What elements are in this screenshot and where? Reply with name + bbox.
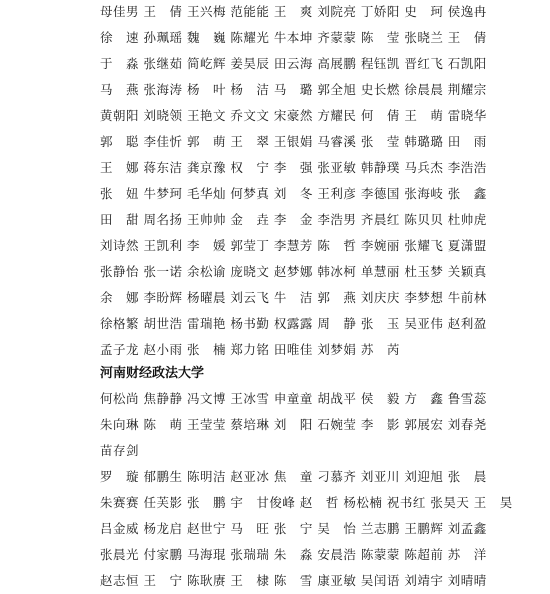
name-row: 徐 速 孙珮瑶 魏 巍 陈耀光 牛本坤 齐蒙蒙 陈 莹 张晓兰 王 倩	[100, 30, 487, 45]
name-row: 母佳男 王 倩 王兴梅 范能能 王 爽 刘院亮 丁娇阳 史 珂 侯逸冉	[100, 4, 487, 19]
name-row: 刘诗然 王凯利 李 媛 郭莹丁 李慧芳 陈 哲 李婉丽 张耀飞 夏潇盟	[100, 238, 487, 253]
name-row: 徐格繁 胡世浩 雷瑞艳 杨书勤 权露露 周 静 张 玉 吴亚伟 赵利盈	[100, 316, 487, 331]
name-row: 罗 璇 郁鹏生 陈明洁 赵亚冰 焦 童 刁慕齐 刘亚川 刘迎旭 张 晨	[100, 469, 487, 484]
name-list-section-2	[100, 386, 513, 594]
name-row: 于 淼 张继茹 简屹辉 姜昊辰 田云海 高展鹏 程钰凯 晋红飞 石凯阳	[100, 56, 487, 71]
name-row: 张静怡 张一诺 余松谕 庞晓文 赵梦娜 韩冰柯 单慧丽 杜玉梦 关颖真	[100, 264, 487, 279]
name-row: 赵志恒 王 宁 陈耿赓 王 棣 陈 雪 康亚敏 吴闰语 刘靖宇 刘晴晴	[100, 573, 487, 588]
name-row: 郭 聪 李佳忻 郭 萌 王 翠 王银娟 马睿溪 张 莹 韩璐璐 田 雨	[100, 134, 487, 149]
name-row: 王 娜 蒋东洁 龚京豫 权 宁 李 强 张亚敏 韩静璞 马兵杰 李浩浩	[100, 160, 487, 175]
university-section-title: 河南财经政法大学	[100, 366, 205, 381]
name-row: 吕金威 杨龙启 赵世宁 马 旺 张 宁 吴 怡 兰志鹏 王鹏辉 刘孟鑫	[100, 521, 487, 536]
name-row: 苗存剑	[100, 443, 140, 458]
name-row: 张晨光 付家鹏 马海琨 张瑞瑞 朱 淼 安晨浩 陈蒙蒙 陈超前 苏 洋	[100, 547, 487, 562]
name-row: 张 妞 牛梦珂 毛华灿 何梦真 刘 冬 王利彦 李德国 张海岐 张 鑫	[100, 186, 487, 201]
name-list-section-1	[100, 0, 487, 363]
name-row: 黄朝阳 刘晓领 王艳文 乔文文 宋豪然 方耀民 何 倩 王 萌 雷晓华	[100, 108, 487, 123]
name-row: 朱向琳 陈 萌 王莹莹 蔡培琳 刘 阳 石婉莹 李 影 郭展宏 刘春尧	[100, 417, 487, 432]
name-row: 何松尚 焦静静 冯文博 王冰雪 申童童 胡战平 侯 毅 方 鑫 鲁雪蕊	[100, 391, 487, 406]
name-row: 朱赛赛 任芙影 张 鹏 宇 甘俊峰 赵 哲 杨松楠 祝书红 张昊天 王 昊	[100, 495, 513, 510]
name-row: 孟子龙 赵小雨 张 楠 郑力铭 田唯佳 刘梦娟 苏 芮	[100, 342, 400, 357]
name-row: 田 甜 周名扬 王帅帅 金 垚 李 金 李浩男 齐晨红 陈贝贝 杜帅虎	[100, 212, 487, 227]
name-row: 余 娜 李盼辉 杨曜晨 刘云飞 牛 洁 郭 燕 刘庆庆 李梦想 牛前林	[100, 290, 487, 305]
name-row: 马 燕 张海涛 杨 叶 杨 洁 马 璐 郭全旭 史长燃 徐晨晨 荆耀宗	[100, 82, 487, 97]
